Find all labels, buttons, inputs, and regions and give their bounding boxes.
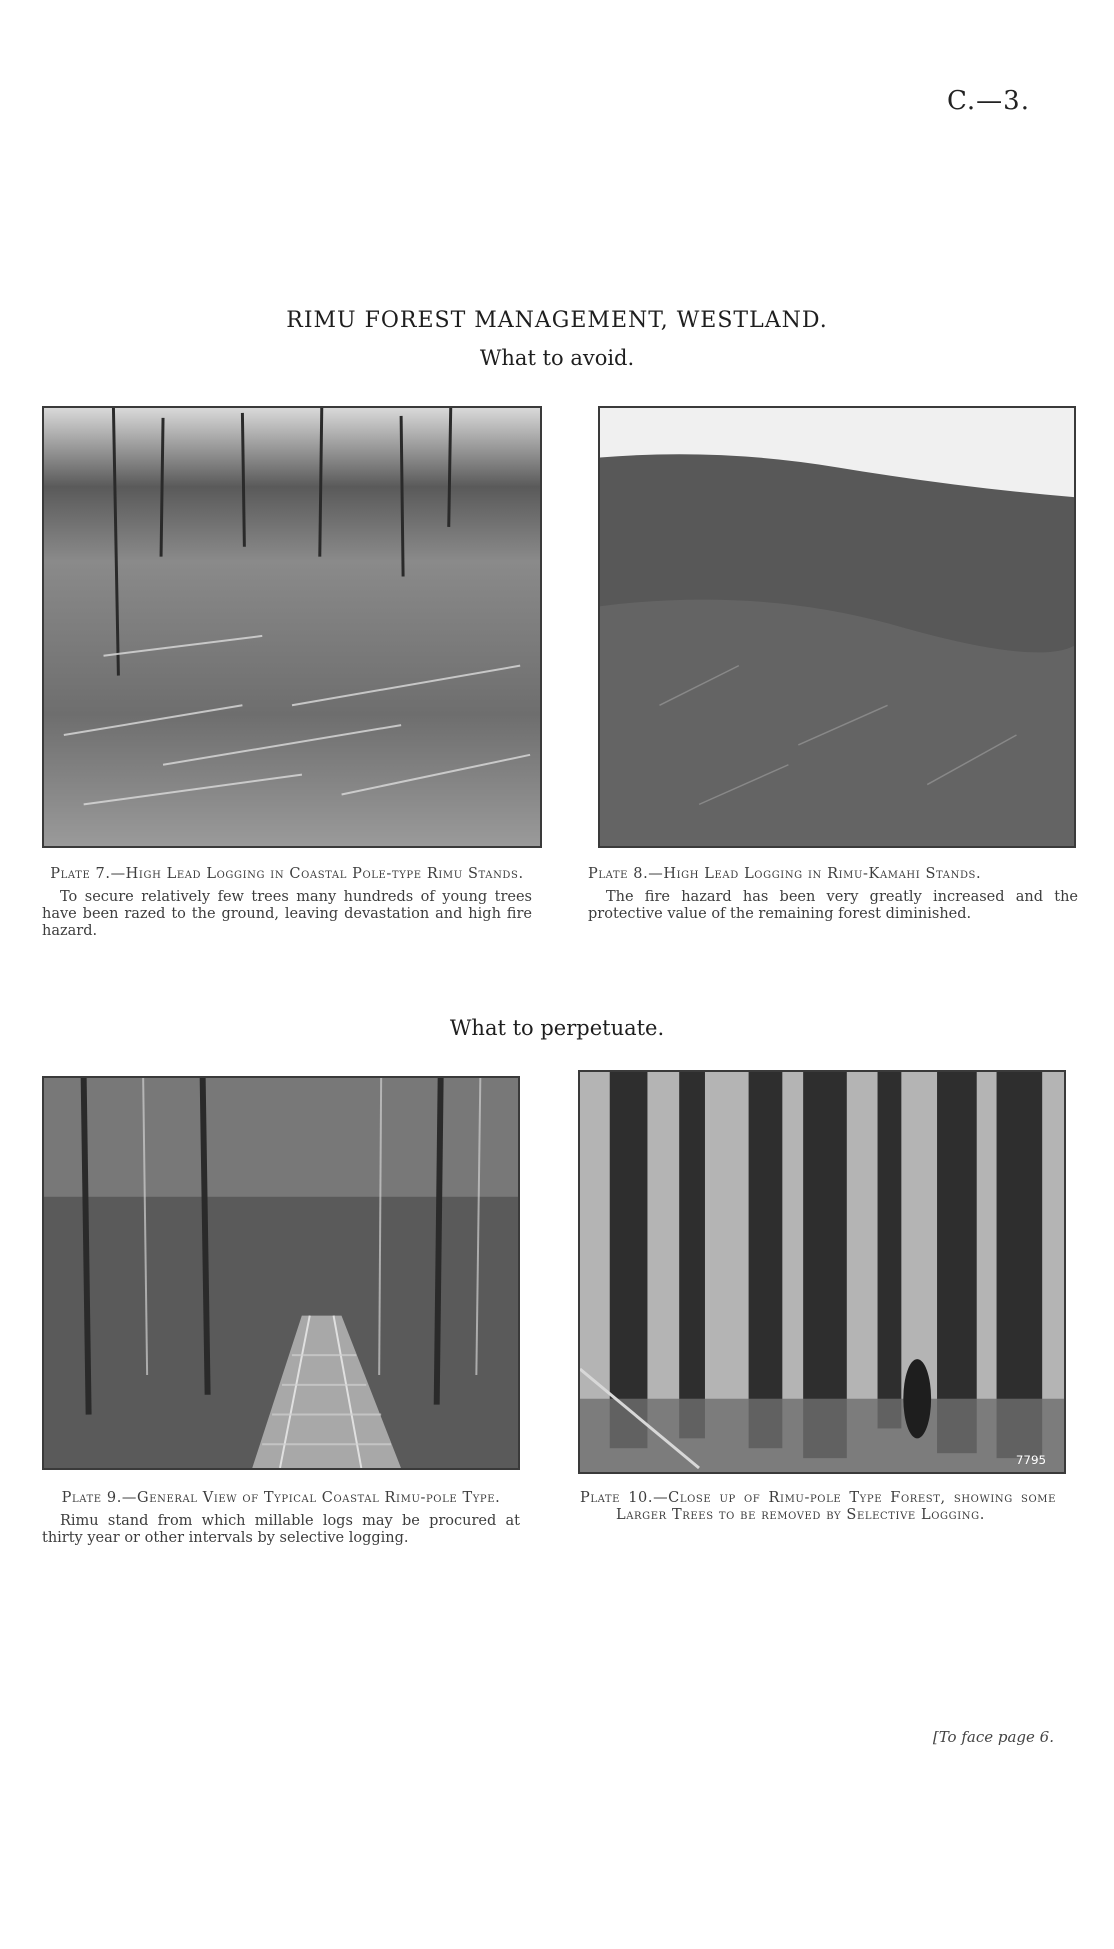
plate-10-photo [578, 1070, 1066, 1474]
plate-8-caption [588, 866, 1078, 923]
plate-8-description: The fire hazard has been very greatly increased and the protective value of the remaining forest diminished. [588, 889, 1078, 922]
plate-9-photo [42, 1076, 520, 1470]
plate-7-description: To secure relatively few trees many hundreds of young trees have been razed to the ground, leaving devastation and high fire hazard. [42, 889, 532, 939]
facing-page-note: [To face page 6. [932, 1728, 1054, 1746]
plate-10-caption [580, 1490, 1056, 1524]
plate-9-caption [42, 1490, 520, 1547]
plate-10-heading: Plate 10.—Close up of Rimu-pole Type Forest, showing some Larger Trees to be removed by Selective Logging. [580, 1490, 1056, 1523]
page-title: RIMU FOREST MANAGEMENT, WESTLAND. [286, 308, 828, 333]
section-heading-perpetuate: What to perpetuate. [449, 1016, 665, 1040]
plate-9-heading: Plate 9.—General View of Typical Coastal Rimu-pole Type. [61, 1490, 501, 1506]
plate-7-heading: Plate 7.—High Lead Logging in Coastal Pole-type Rimu Stands. [50, 866, 524, 882]
plate-10-negative-number: 7795 [1015, 1453, 1047, 1468]
plate-9-description: Rimu stand from which millable logs may be procured at thirty year or other intervals by selective logging. [42, 1513, 520, 1546]
section-heading-avoid: What to avoid. [479, 346, 635, 370]
plate-8-photo [598, 406, 1076, 848]
plate-7-photo [42, 406, 542, 848]
page-reference: C.—3. [946, 86, 1030, 116]
plate-7-caption [42, 866, 532, 940]
plate-8-heading: Plate 8.—High Lead Logging in Rimu-Kamahi Stands. [588, 866, 982, 882]
